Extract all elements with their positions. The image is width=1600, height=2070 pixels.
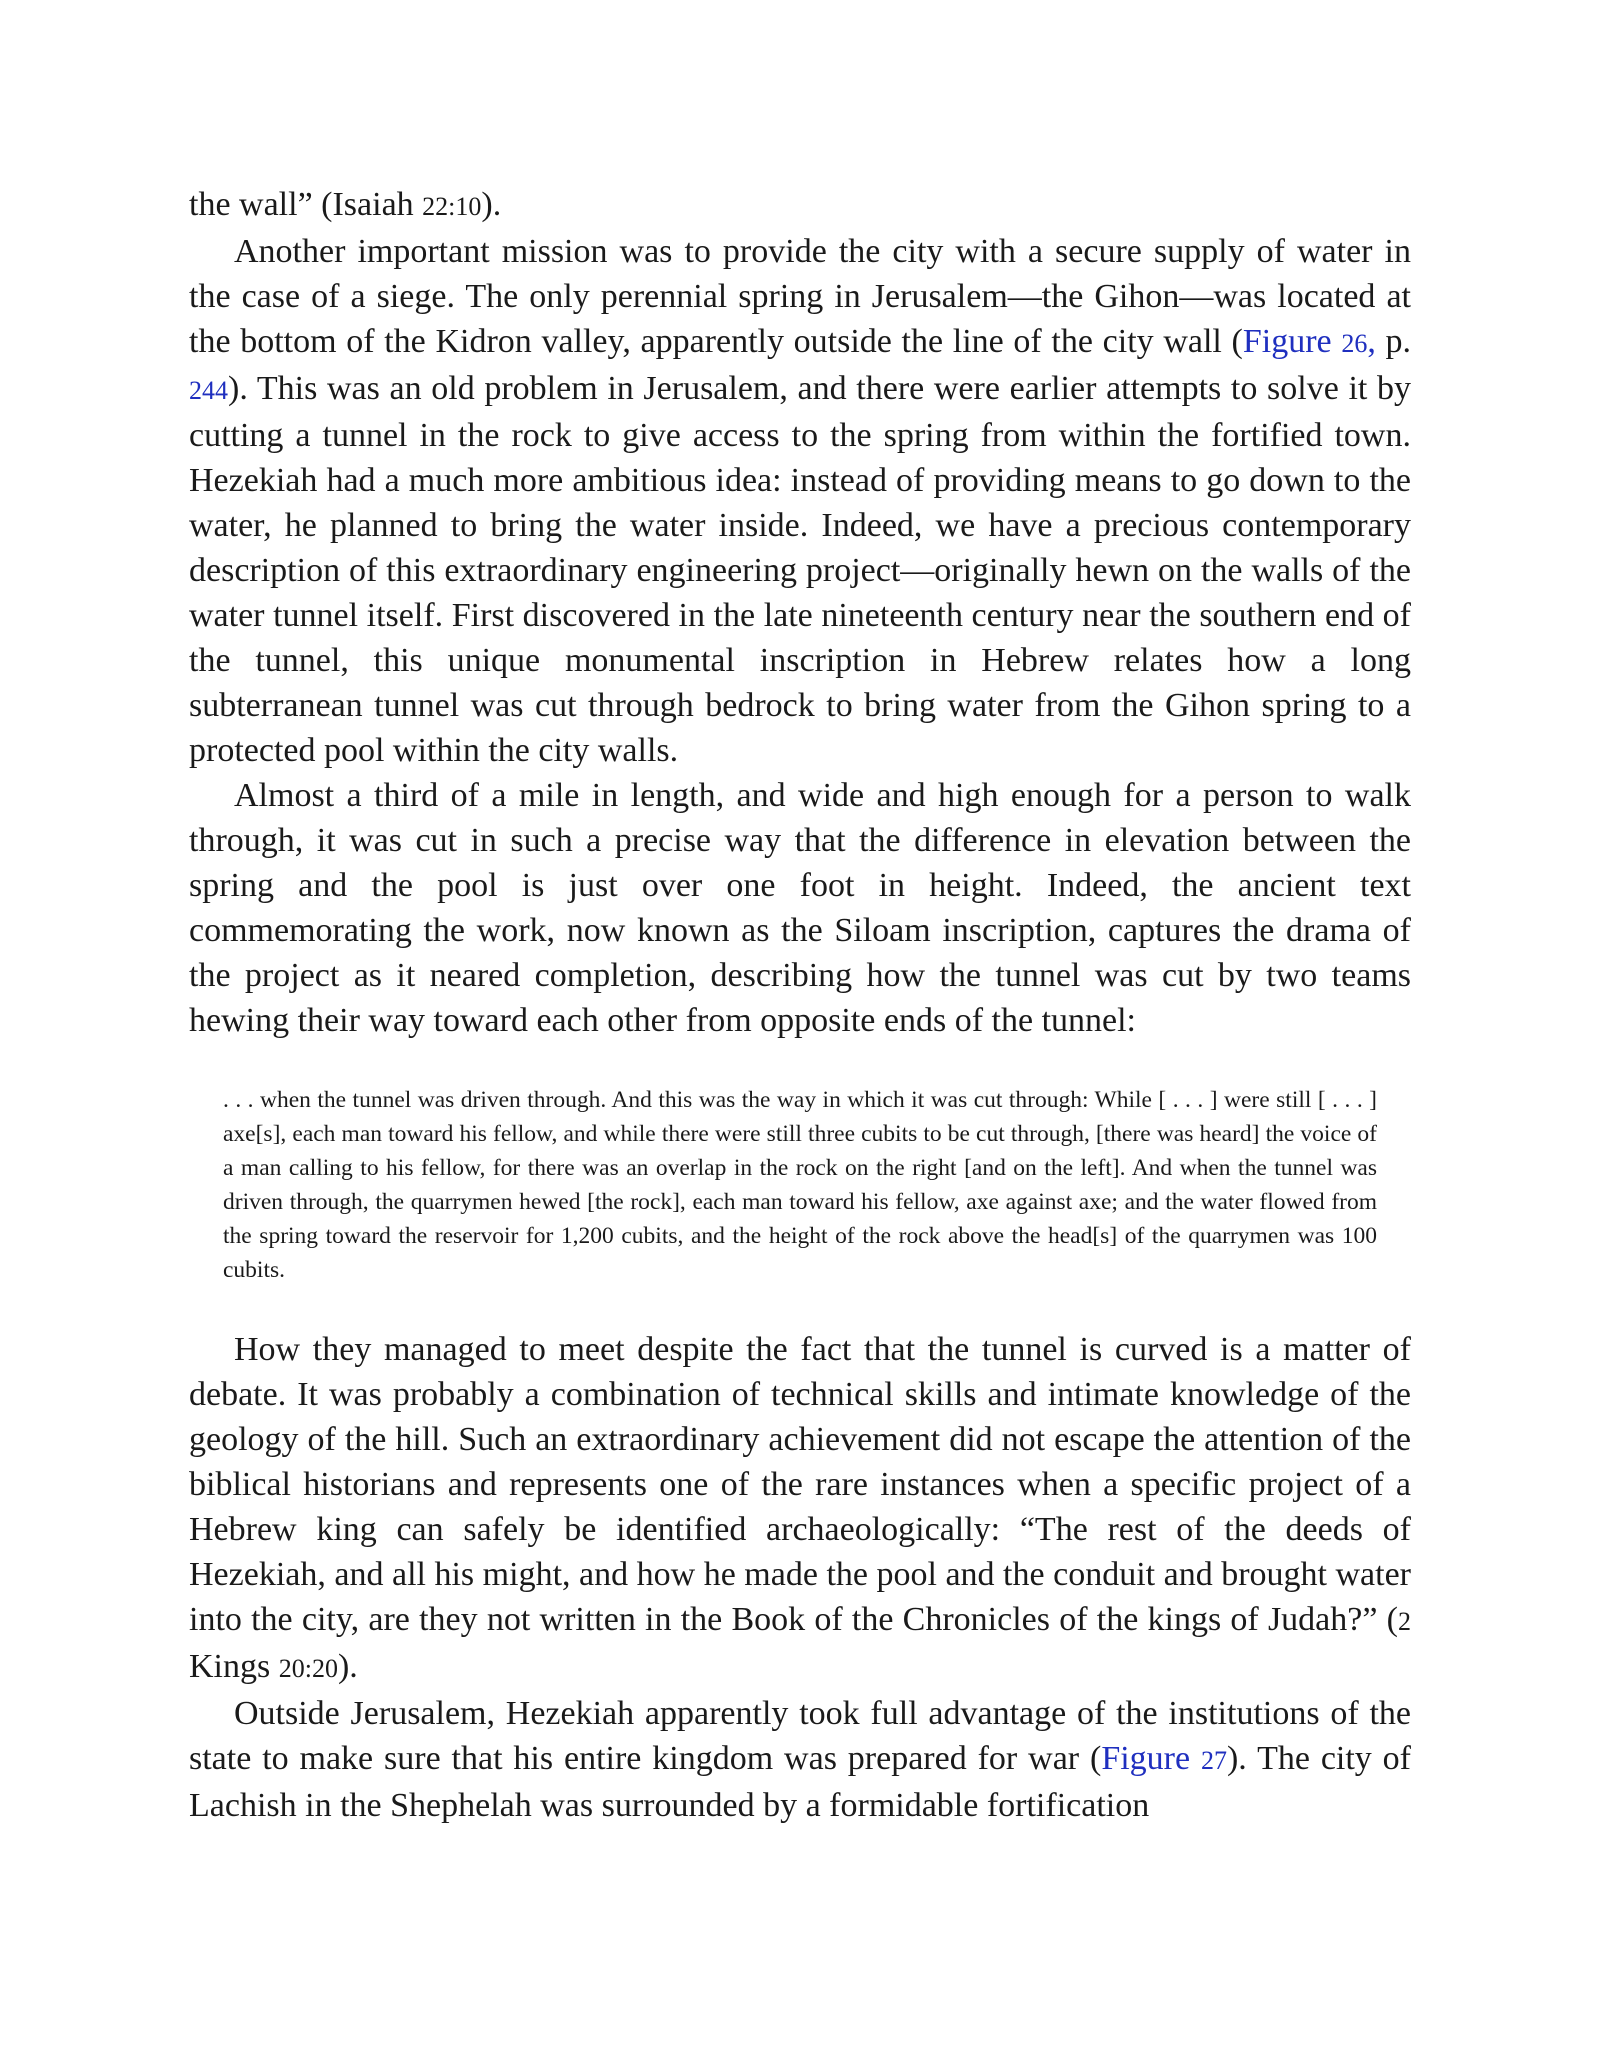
verse-reference: 20:20: [278, 1654, 338, 1683]
paragraph-4: Outside Jerusalem, Hezekiah apparently took full advantage of the institutions of the state to make sure that his entire kingdom was prepared for war (Figure 27). The city of Lachish in the Shephelah was surrounded by a formidable fortification: [189, 1695, 1412, 1824]
book-number: 2: [1398, 1607, 1411, 1636]
paragraph-3: How they managed to meet despite the fact that the tunnel is curved is a matter of debate. It was probably a combination of technical skills and intimate knowledge of the geology of the hill. Such an extraordinary achievement did not escape the attention of the biblical historians and represents one of the rare instances when a specific project of a Hebrew king can safely be identified archaeologically: “The rest of the deeds of Hezekiah, and all his might, and how he made the pool and the conduit and brought water into the city, are they not written in the Book of the Chronicles of the kings of Judah?” (2 Kings 20:20).: [189, 1331, 1411, 1685]
page-244-link[interactable]: 244: [189, 376, 228, 405]
figure-26-link[interactable]: Figure 26,: [1242, 323, 1376, 360]
page-text: [189, 182, 1411, 1828]
paragraph-1: Another important mission was to provide the city with a secure supply of water in the case of a siege. The only perennial spring in Jerusalem—the Gihon—was located at the bottom of the Kidron valley, apparently outside the line of the city wall (Figure 26, p. 244). This was an old problem in Jerusalem, and there were earlier attempts to solve it by cutting a tunnel in the rock to give access to the spring from within the fortified town. Hezekiah had a much more ambitious idea: instead of providing means to go down to the water, he planned to bring the water inside. Indeed, we have a precious contemporary description of this extraordinary engineering project—originally hewn on the walls of the water tunnel itself. First discovered in the late nineteenth century near the southern end of the tunnel, this unique monumental inscription in Hebrew relates how a long subterranean tunnel was cut through bedrock to bring water from the Gihon spring to a protected pool within the city walls.: [189, 233, 1412, 769]
paragraph-2: Almost a third of a mile in length, and wide and high enough for a person to walk through, it was cut in such a precise way that the difference in elevation between the spring and the pool is just over one foot in height. Indeed, the ancient text commemorating the work, now known as the Siloam inscription, captures the drama of the project as it neared completion, describing how the tunnel was cut by two teams hewing their way toward each other from opposite ends of the tunnel:: [189, 777, 1411, 1039]
paragraph-0: the wall” (Isaiah 22:10).: [189, 186, 502, 223]
verse-reference: 22:10: [422, 192, 482, 221]
figure-27-link[interactable]: Figure 27: [1101, 1740, 1227, 1777]
block-quote-siloam-inscription: . . . when the tunnel was driven through. And this was the way in which it was cut through: While [ . . . ] were still [ . . . ] axe[s], each man toward his fellow, and while there were still three cubits to be cut through, [there was heard] the voice of a man calling to his fellow, for there was an overlap in the rock on the right [and on the left]. And when the tunnel was driven through, the quarrymen hewed [the rock], each man toward his fellow, axe against axe; and the water flowed from the spring toward the reservoir for 1,200 cubits, and the height of the rock above the head[s] of the quarrymen was 100 cubits.: [223, 1087, 1377, 1283]
